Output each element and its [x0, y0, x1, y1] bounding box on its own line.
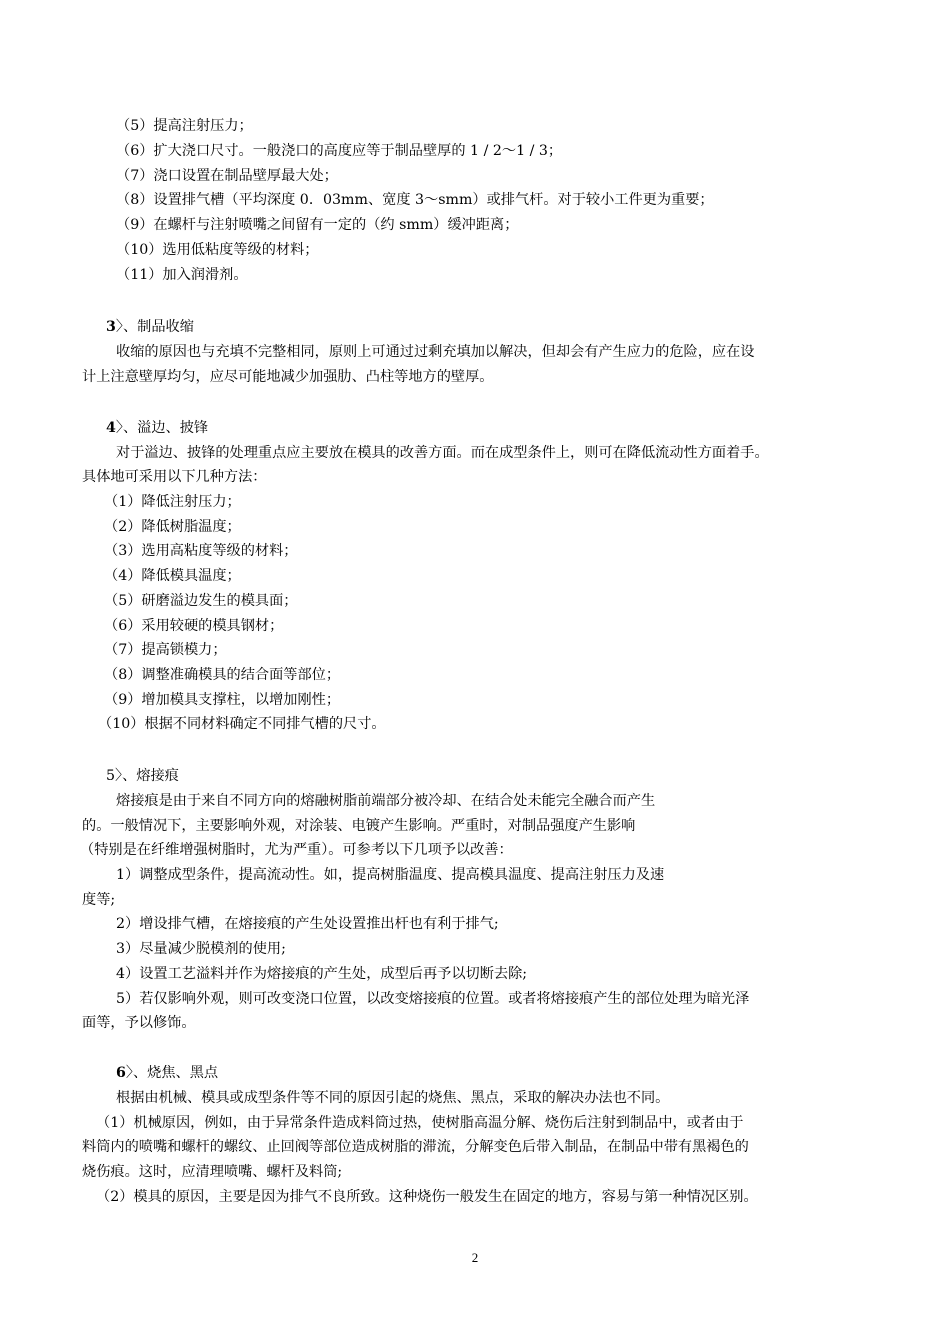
paragraph-line: 的。一般情况下，主要影响外观，对涂装、电镀产生影响。严重时，对制品强度产生影响: [82, 818, 636, 834]
list-item: （5）提高注射压力；: [116, 118, 253, 134]
paragraph-line: 根据由机械、模具或成型条件等不同的原因引起的烧焦、黑点，采取的解决办法也不同。: [116, 1090, 670, 1106]
paragraph-line: 料筒内的喷嘴和螺杆的螺纹、止回阀等部位造成树脂的滞流，分解变色后带入制品，在制品中带有黑褐色的: [82, 1139, 749, 1155]
section-heading-shrinkage: [106, 317, 194, 337]
paragraph-line: 收缩的原因也与充填不完整相同，原则上可通过过剩充填加以解决，但却会有产生应力的危险，应在设: [116, 344, 755, 360]
section-number: 3: [106, 319, 116, 335]
section-title: 〉、制品收缩: [115, 319, 194, 335]
section-heading-weld-line: 5〉、熔接痕: [106, 768, 179, 784]
section-heading-burn-marks: [116, 1063, 218, 1083]
paragraph-line: 对于溢边、披锋的处理重点应主要放在模具的改善方面。而在成型条件上，则可在降低流动性方面着手。: [116, 445, 769, 461]
section-title: 〉、溢边、披锋: [115, 420, 209, 436]
section-number: 6: [116, 1065, 126, 1081]
section-title: 〉、烧焦、黑点: [125, 1065, 219, 1081]
paragraph-line: 熔接痕是由于来自不同方向的熔融树脂前端部分被冷却、在结合处未能完全融合而产生: [116, 793, 656, 809]
list-item: （8）设置排气槽（平均深度 0．03mm、宽度 3～smm）或排气杆。对于较小工件更为重要；: [116, 192, 714, 208]
list-item: （10）根据不同材料确定不同排气槽的尺寸。: [98, 716, 386, 732]
list-item: （2）降低树脂温度；: [104, 519, 241, 535]
list-item: 1）调整成型条件，提高流动性。如，提高树脂温度、提高模具温度、提高注射压力及速: [116, 867, 665, 883]
page-number: 2: [471, 1250, 479, 1265]
list-item: （9）增加模具支撑柱，以增加刚性；: [104, 692, 341, 708]
paragraph-line: 具体地可采用以下几种方法：: [82, 469, 267, 485]
list-item: 5）若仅影响外观，则可改变浇口位置，以改变熔接痕的位置。或者将熔接痕产生的部位处理为暗光泽: [116, 991, 750, 1007]
list-item: （4）降低模具温度；: [104, 568, 241, 584]
paragraph-line: （特别是在纤维增强树脂时，尤为严重）。可参考以下几项予以改善：: [80, 842, 513, 858]
paragraph-line: （2）模具的原因，主要是因为排气不良所致。这种烧伤一般发生在固定的地方，容易与第一种情况区别。: [96, 1189, 758, 1205]
list-item: （3）选用高粘度等级的材料；: [104, 543, 298, 559]
list-item: （1）降低注射压力；: [104, 494, 241, 510]
paragraph-line: 烧伤痕。这时，应清理喷嘴、螺杆及料筒;: [82, 1164, 343, 1180]
section-heading-flash: [106, 418, 208, 438]
list-item: （6）采用较硬的模具钢材；: [104, 618, 284, 634]
list-item: （10）选用低粘度等级的材料；: [116, 242, 319, 258]
list-item: （9）在螺杆与注射喷嘴之间留有一定的（约 smm）缓冲距离；: [116, 217, 519, 233]
list-item: 度等;: [82, 892, 116, 908]
list-item: 3）尽量减少脱模剂的使用;: [116, 941, 286, 957]
list-item: 2）增设排气槽，在熔接痕的产生处设置推出杆也有利于排气;: [116, 916, 499, 932]
section-number: 4: [106, 420, 116, 436]
list-item: 面等，予以修饰。: [82, 1015, 196, 1031]
paragraph-line: 计上注意壁厚均匀，应尽可能地减少加强肋、凸柱等地方的壁厚。: [82, 369, 494, 385]
paragraph-line: （1）机械原因，例如，由于异常条件造成料筒过热，使树脂高温分解、烧伤后注射到制品中，或者由于: [96, 1115, 744, 1131]
list-item: （5）研磨溢边发生的模具面；: [104, 593, 298, 609]
list-item: （11）加入润滑剂。: [116, 267, 248, 283]
list-item: 4）设置工艺溢料并作为熔接痕的产生处，成型后再予以切断去除;: [116, 966, 528, 982]
list-item: （8）调整准确模具的结合面等部位；: [104, 667, 341, 683]
list-item: （7）提高锁模力；: [104, 642, 227, 658]
list-item: （6）扩大浇口尺寸。一般浇口的高度应等于制品壁厚的 1 / 2～1 / 3；: [116, 143, 563, 159]
list-item: （7）浇口设置在制品壁厚最大处；: [116, 168, 338, 184]
